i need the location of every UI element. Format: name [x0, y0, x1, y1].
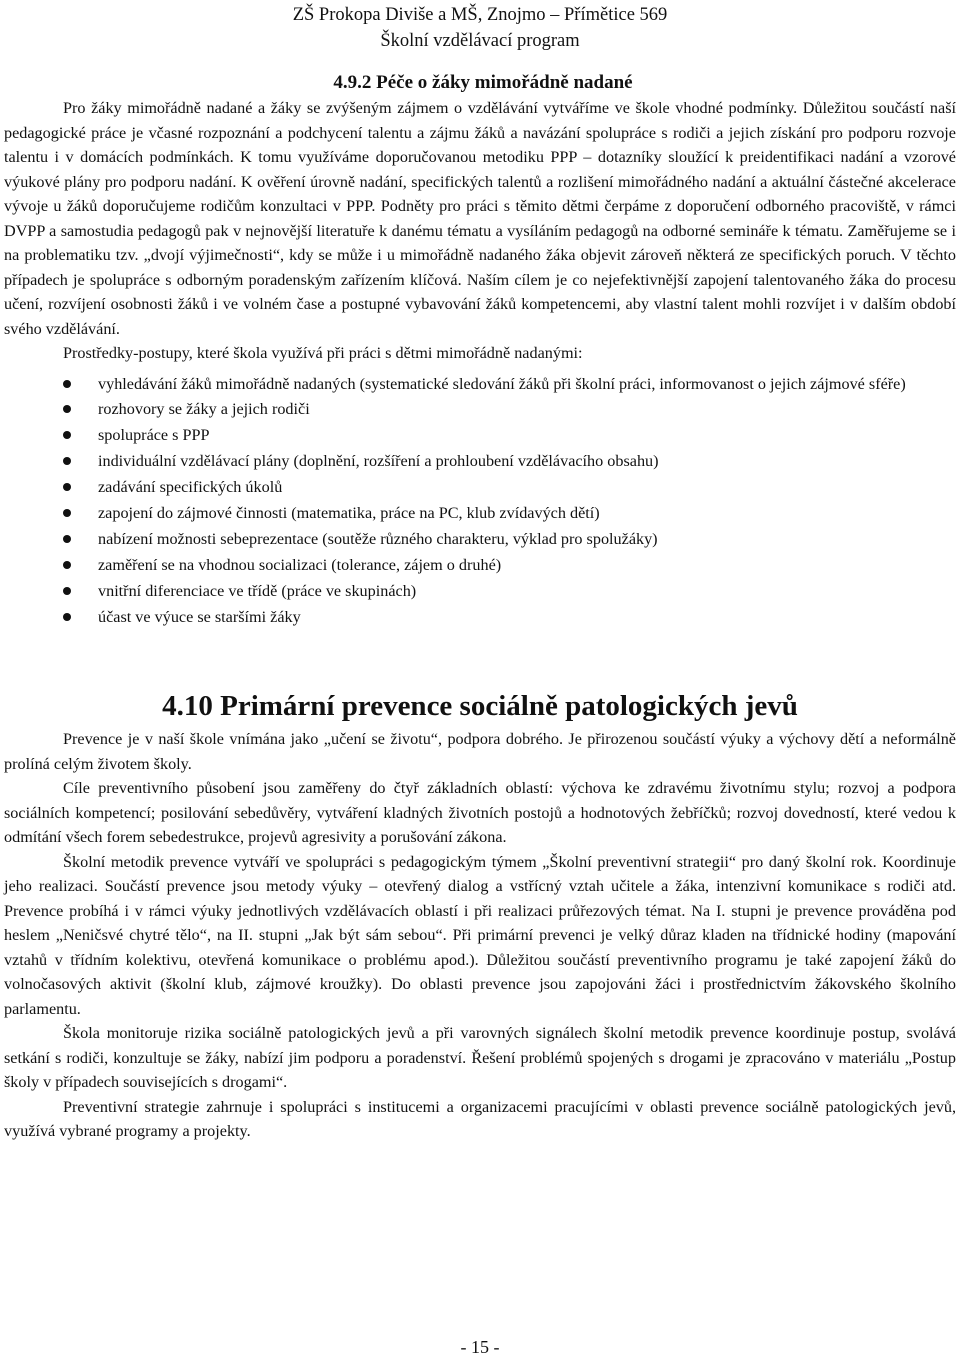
list-item: vnitřní diferenciace ve třídě (práce ve skupinách) — [4, 579, 956, 604]
list-item: zapojení do zájmové činnosti (matematika, práce na PC, klub zvídavých dětí) — [4, 501, 956, 526]
prevention-paragraph-1: Prevence je v naší škole vnímána jako „učení se životu“, podpora dobrého. Je přirozenou součástí výuky a výchovy dětí a neformálně prolíná celým životem školy. — [4, 730, 956, 773]
school-name: ZŠ Prokopa Diviše a MŠ, Znojmo – Přímětice 569 — [292, 5, 668, 25]
bullet-icon — [63, 561, 71, 569]
list-item: vyhledávání žáků mimořádně nadaných (systematické sledování žáků při školní práci, informovanost o jejich zájmové sféře) — [4, 372, 956, 397]
bullet-icon — [63, 483, 71, 491]
page-header — [0, 2, 960, 54]
bullet-icon — [63, 587, 71, 595]
prevention-paragraph-3: Školní metodik prevence vytváří ve spolupráci s pedagogickým týmem „Školní preventivní strategii“ pro daný školní rok. Koordinuje jeho realizaci. Součástí prevence jsou metody výuky – otevřený dialog a vstřícný vztah učitele a žáka, intenzivní komunikace s rodiči atd. Prevence probíhá i v rámci výuky jednotlivých vzdělávacích oblastí i při realizaci průřezových témat. Na I. stupni je prevence prováděna pod heslem „Neničsvé chytré tělo“, na II. stupni „Jak být sám sebou“. Při primární prevenci je velký důraz kladen na třídnické hodiny (mapování vztahů v třídním kolektivu, otevřená komunikace o problému apod.). Důležitou součástí preventivního programu je také zapojení žáků do volnočasových aktivit (školní klub, zájmové kroužky). Do oblasti prevence jsou zapojováni žáci i prostřednictvím žákovského školního parlamentu. — [4, 852, 956, 1018]
list-item: individuální vzdělávací plány (doplnění, rozšíření a prohloubení vzdělávacího obsahu) — [4, 449, 956, 474]
prevention-paragraph-5: Preventivní strategie zahrnuje i spolupráci s institucemi a organizacemi pracujícími v oblasti prevence sociálně patologických jevů, využívá vybrané programy a projekty. — [4, 1097, 956, 1141]
section-heading-4-10: 4.10 Primární prevence sociálně patologických jevů — [162, 690, 798, 723]
bullet-icon — [63, 509, 71, 517]
bullet-icon — [63, 380, 71, 388]
program-name: Školní vzdělávací program — [380, 31, 580, 51]
list-item: rozhovory se žáky a jejich rodiči — [4, 397, 956, 422]
page-number: - 15 - — [460, 1337, 500, 1357]
page-content — [4, 70, 956, 1144]
list-item: nabízení možnosti sebeprezentace (soutěže různého charakteru, výklad pro spolužáky) — [4, 527, 956, 552]
bullet-icon — [63, 431, 71, 439]
list-item: zaměření se na vhodnou socializaci (tolerance, zájem o druhé) — [4, 553, 956, 578]
bullet-icon — [63, 405, 71, 413]
bullet-icon — [63, 535, 71, 543]
methods-list — [4, 372, 956, 630]
gifted-pupils-paragraph: Pro žáky mimořádně nadané a žáky se zvýšeným zájmem o vzdělávání vytváříme ve škole vhodné podmínky. Důležitou součástí naší pedagogické práce je včasné rozpoznání a podchycení talentu a zájmu žáků a navázání spolupráce s rodiči a jejich získání pro podporu rozvoje talentu i v domácích podmínkách. K tomu využíváme doporučovanou metodiku PPP – dotazníky sloužící k preidentifikaci nadání a vzorové výukové plány pro podporu nadání. K ověření úrovně nadání, specifických talentů a rozlišení mimořádného nadání a aktuální částečné akcelerace vývoje u žáků doporučujeme rodičům konzultaci v PPP. Podněty pro práci s těmito dětmi čerpáme z doporučení odborného pracoviště, v rámci DVPP a samostudia pedagogů pak v nejnovější literatuře k danému tématu a vysíláním pedagogů na odborné semináře k tématu. Zaměřujeme se i na problematiku tzv. „dvojí výjimečnosti“, kdy se může i u mimořádně nadaného žáka objevit zároveň některá ze specifických poruch. V těchto případech je spolupráce s odborným poradenským zařízením klíčová. Naším cílem je co nejefektivnější zapojení talentovaného žáka do procesu učení, rozvíjení osobnosti žáků i ve volném čase a postupné vybavování žáků kompetencemi, aby vlastní talent mohli rozvíjet i v dalším období svého vzdělávání. — [4, 99, 956, 338]
list-item: účast ve výuce se staršími žáky — [4, 605, 956, 630]
prevention-paragraph-2: Cíle preventivního působení jsou zaměřeny do čtyř základních oblastí: výchova ke zdravému životnímu stylu; rozvoj a podpora sociálních kompetencí; posilování sebedůvěry, vytváření kladných životních postojů a hodnotových žebříčků; rozvoj dovedností, které vedou k odmítání všech forem sebedestrukce, projevů agresivity a porušování zákona. — [4, 779, 956, 847]
list-item: spolupráce s PPP — [4, 423, 956, 448]
section-heading-4-9-2: 4.9.2 Péče o žáky mimořádně nadané — [333, 72, 633, 93]
bullet-icon — [63, 613, 71, 621]
prevention-paragraph-4: Škola monitoruje rizika sociálně patologických jevů a při varovných signálech školní metodik prevence koordinuje postup, svolává setkání s rodiči, konzultuje se žáky, nabízí jim podporu a poradenství. Řešení problémů spojených s drogami je zpracováno v materiálu „Postup školy v případech souvisejících s drogami“. — [4, 1024, 956, 1092]
methods-lead: Prostředky-postupy, které škola využívá při práci s dětmi mimořádně nadanými: — [63, 344, 583, 362]
list-item: zadávání specifických úkolů — [4, 475, 956, 500]
bullet-icon — [63, 457, 71, 465]
